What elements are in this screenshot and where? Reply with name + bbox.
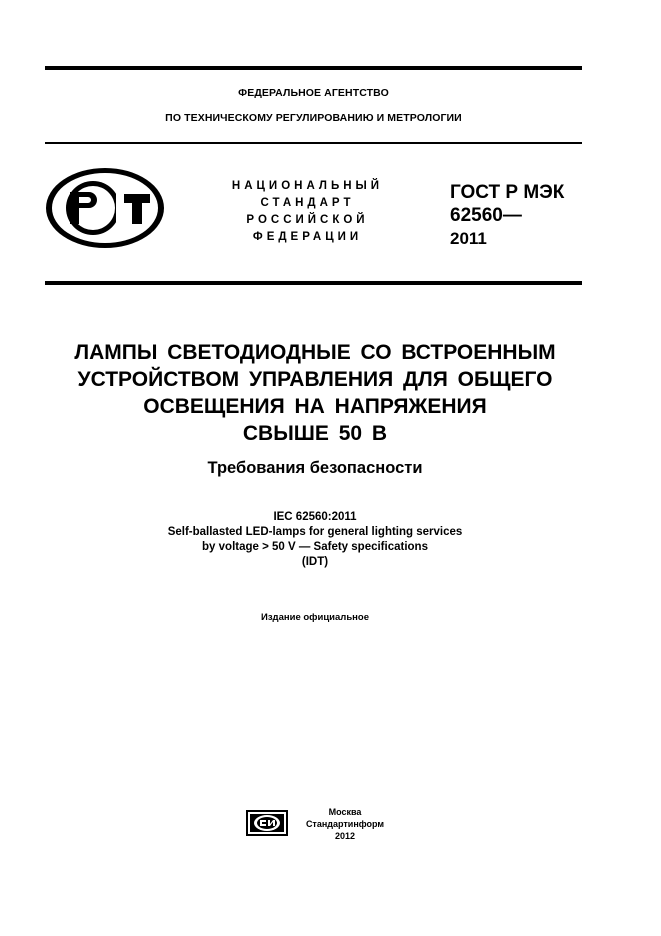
header-divider bbox=[45, 142, 582, 144]
designation-line: ГОСТ Р МЭК bbox=[450, 182, 565, 203]
title-line: УСТРОЙСТВОМ УПРАВЛЕНИЯ ДЛЯ ОБЩЕГО bbox=[77, 368, 553, 391]
agency-line-2: ПО ТЕХНИЧЕСКОМУ РЕГУЛИРОВАНИЮ И МЕТРОЛОГИИ bbox=[165, 112, 462, 124]
national-line: РОССИЙСКОЙ bbox=[246, 214, 369, 226]
iec-line: (IDT) bbox=[301, 556, 329, 568]
title-line: ОСВЕЩЕНИЯ НА НАПРЯЖЕНИЯ bbox=[143, 395, 487, 418]
standartinform-logo-icon bbox=[246, 810, 288, 836]
national-line: ФЕДЕРАЦИИ bbox=[252, 231, 363, 243]
national-line: СТАНДАРТ bbox=[260, 197, 355, 209]
standard-designation bbox=[450, 181, 564, 250]
publication-year: 2012 bbox=[334, 831, 356, 841]
edition-note: Издание официальное bbox=[261, 612, 369, 623]
agency-line-1: ФЕДЕРАЛЬНОЕ АГЕНТСТВО bbox=[238, 87, 389, 99]
rst-mark-logo-icon bbox=[44, 166, 166, 250]
document-title bbox=[40, 339, 590, 447]
iec-line: Self-ballasted LED-lamps for general lighting services bbox=[167, 526, 463, 538]
publisher-name: Стандартинформ bbox=[305, 819, 385, 829]
designation-line: 62560— bbox=[450, 205, 522, 226]
iec-line: IEC 62560:2011 bbox=[273, 511, 357, 523]
block-divider bbox=[45, 281, 582, 285]
national-line: НАЦИОНАЛЬНЫЙ bbox=[231, 180, 384, 192]
iec-line: by voltage > 50 V — Safety specifications bbox=[202, 541, 428, 553]
document-subtitle: Требования безопасности bbox=[207, 459, 423, 477]
publisher-city: Москва bbox=[328, 807, 362, 817]
designation-line: 2011 bbox=[450, 229, 487, 248]
national-standard-block bbox=[210, 178, 405, 246]
top-rule bbox=[45, 66, 582, 70]
iec-reference bbox=[40, 510, 590, 570]
publisher-info bbox=[290, 806, 400, 842]
title-line: ЛАМПЫ СВЕТОДИОДНЫЕ СО ВСТРОЕННЫМ bbox=[74, 341, 556, 364]
title-line: СВЫШЕ 50 В bbox=[242, 422, 388, 445]
